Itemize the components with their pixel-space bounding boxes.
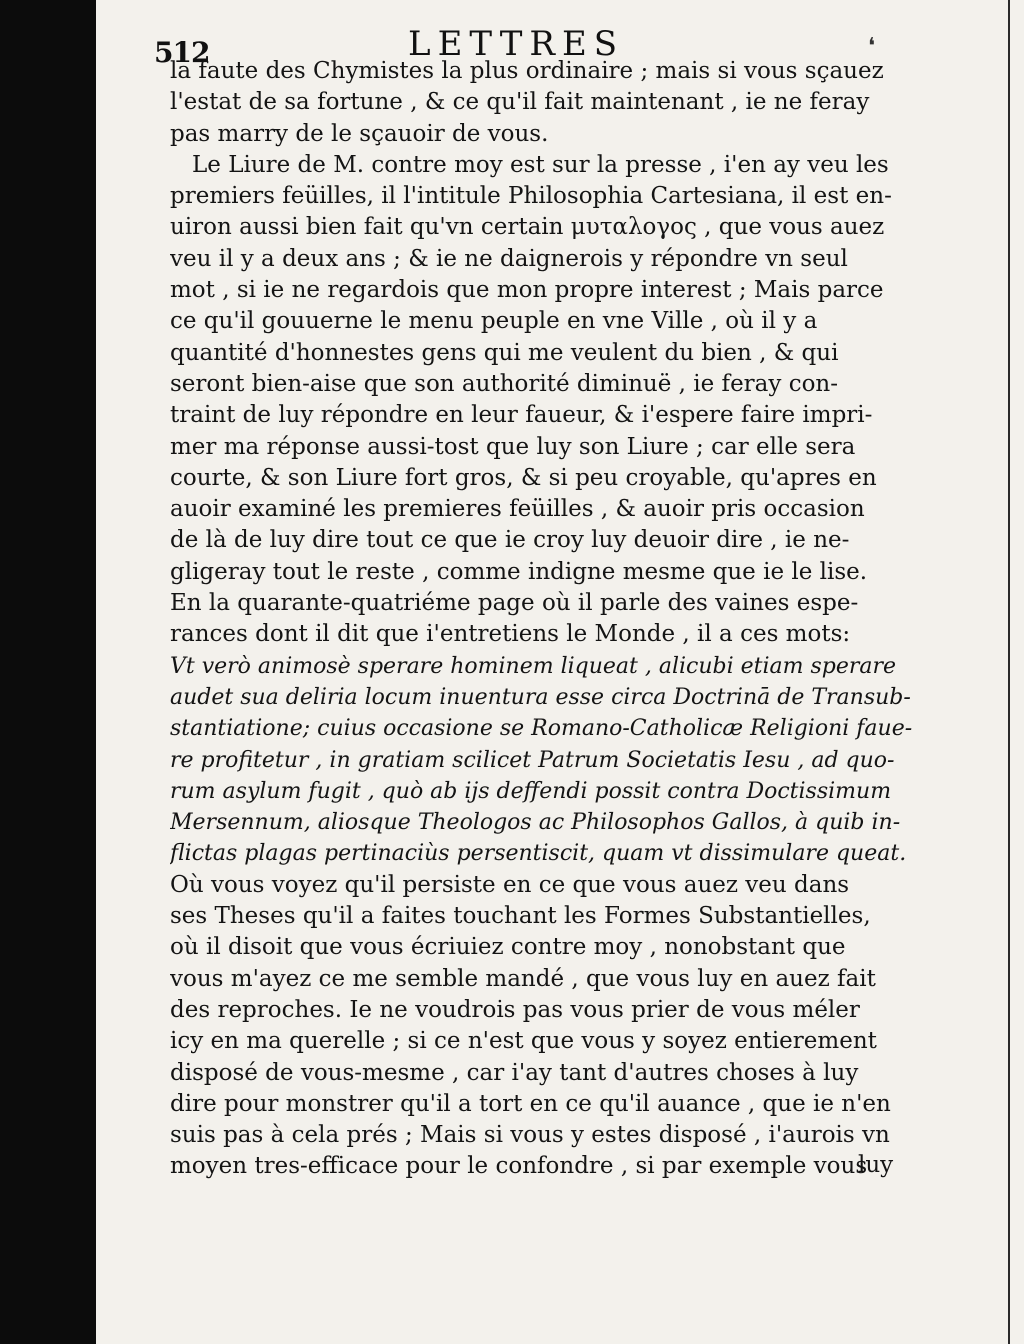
text-line: ce qu'il gouuerne le menu peuple en vne Ville , où il y a (170, 308, 818, 335)
text-line: pas marry de le sçauoir de vous. (170, 120, 549, 147)
corner-mark: ❛ (868, 34, 876, 59)
text-line: dire pour monstrer qu'il a tort en ce qu'il auance , que ie n'en (170, 1090, 891, 1117)
text-line: rances dont il dit que i'entretiens le Monde , il a ces mots: (170, 621, 851, 648)
text-line: suis pas à cela prés ; Mais si vous y estes disposé , i'aurois vn (170, 1122, 890, 1149)
text-line: l'estat de sa fortune , & ce qu'il fait maintenant , ie ne feray (170, 89, 870, 116)
text-line: de là de luy dire tout ce que ie croy luy deuoir dire , ie ne- (170, 527, 850, 554)
text-line: traint de luy répondre en leur faueur, & i'espere faire impri- (170, 402, 873, 429)
text-line: premiers feüilles, il l'intitule Philosophia Cartesiana, il est en- (170, 183, 892, 210)
text-line: la faute des Chymistes la plus ordinaire ; mais si vous sçauez (170, 58, 884, 84)
page-number: 512 (154, 36, 210, 69)
text-line: courte, & son Liure fort gros, & si peu croyable, qu'apres en (170, 464, 877, 491)
latin-quote-line: stantiatione; cuius occasione se Romano-Catholicæ Religioni faue- (170, 716, 913, 742)
text-line: icy en ma querelle ; si ce n'est que vous y soyez entierement (170, 1028, 877, 1055)
text-line: vous m'ayez ce me semble mandé , que vous luy en auez fait (170, 965, 876, 992)
text-line: gligeray tout le reste , comme indigne mesme que ie le lise. (170, 558, 868, 585)
catchword: luy (858, 1152, 894, 1178)
text-line: ses Theses qu'il a faites touchant les Formes Substantielles, (170, 903, 871, 930)
latin-quote-line: flictas plagas pertinaciùs persentiscit, quam vt dissimulare queat. (170, 841, 907, 867)
latin-quote-line: Mersennum, aliosque Theologos ac Philosophos Gallos, à quib in- (170, 810, 901, 836)
latin-quote-line: Vt verò animosè sperare hominem liqueat , alicubi etiam sperare (170, 653, 897, 679)
latin-quote-line: audet sua deliria locum inuentura esse circa Doctrinā de Transub- (170, 684, 911, 710)
book-page (96, 0, 1024, 1344)
latin-quote-line: rum asylum fugit , quò ab ijs deffendi possit contra Doctissimum (170, 778, 892, 804)
text-line: Où vous voyez qu'il persiste en ce que vous auez veu dans (170, 871, 850, 898)
text-line: disposé de vous-mesme , car i'ay tant d'autres choses à luy (170, 1059, 859, 1086)
text-line: seront bien-aise que son authorité diminuë , ie feray con- (170, 370, 839, 397)
text-line: Le Liure de M. contre moy est sur la presse , i'en ay veu les (192, 151, 889, 178)
text-line: mot , si ie ne regardois que mon propre interest ; Mais parce (170, 277, 884, 304)
page-edge (1008, 0, 1010, 1344)
text-line: moyen tres-efficace pour le confondre , si par exemple vous (170, 1153, 868, 1180)
text-line: mer ma réponse aussi-tost que luy son Liure ; car elle sera (170, 433, 856, 460)
text-line: où il disoit que vous écriuiez contre moy , nonobstant que (170, 934, 846, 961)
body-text (170, 56, 914, 1183)
text-line: En la quarante-quatriéme page où il parle des vaines espe- (170, 590, 859, 617)
text-line: auoir examiné les premieres feüilles , & auoir pris occasion (170, 496, 865, 523)
text-line: uiron aussi bien fait qu'vn certain μυταλογος , que vous auez (170, 214, 885, 241)
running-title: LETTRES (408, 24, 625, 64)
text-line: veu il y a deux ans ; & ie ne daignerois y répondre vn seul (170, 245, 848, 272)
latin-quote-line: re profitetur , in gratiam scilicet Patrum Societatis Iesu , ad quo- (170, 747, 895, 773)
text-line: quantité d'honnestes gens qui me veulent du bien , & qui (170, 339, 839, 366)
text-line: des reproches. Ie ne voudrois pas vous prier de vous méler (170, 996, 860, 1023)
